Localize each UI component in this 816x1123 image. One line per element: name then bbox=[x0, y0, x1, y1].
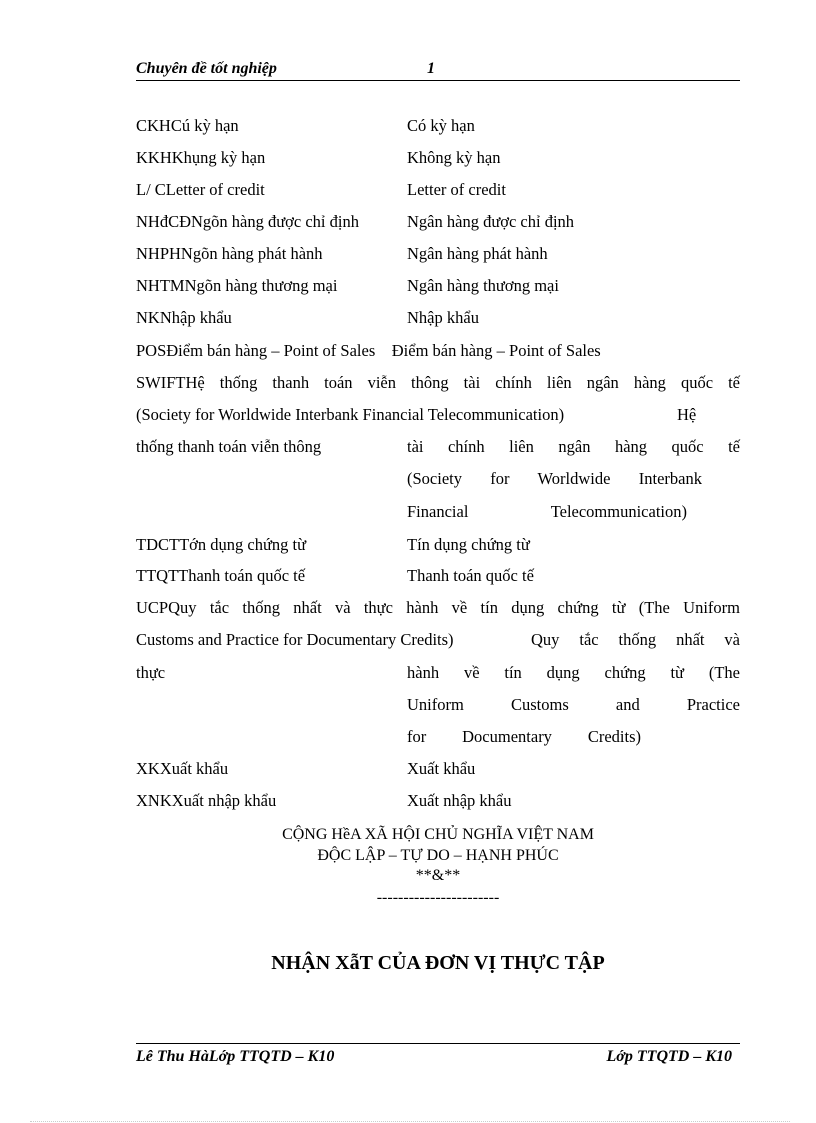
swift-line-1: SWIFTHệ thống thanh toán viễn thông tài chính liên ngân hàng quốc tế bbox=[136, 373, 740, 392]
abbr-meaning: Ngân hàng thương mại bbox=[407, 276, 559, 295]
abbr-meaning: Ngân hàng được chỉ định bbox=[407, 212, 575, 231]
abbr-term: XKXuất khẩu bbox=[136, 759, 229, 778]
footer-class: Lớp TTQTD – K10 bbox=[606, 1048, 732, 1065]
abbr-term: TDCTTớn dụng chứng từ bbox=[136, 535, 307, 554]
page-number: 1 bbox=[427, 60, 435, 77]
footer-author: Lê Thu HàLớp TTQTD – K10 bbox=[136, 1048, 335, 1065]
abbr-term: L/ CLetter of credit bbox=[136, 180, 265, 199]
abbr-meaning: Ngân hàng phát hành bbox=[407, 244, 548, 263]
ucp-line-5-right: for Documentary Credits) bbox=[407, 727, 641, 746]
pos-line: POSĐiểm bán hàng – Point of Sales Điểm bán hàng – Point of Sales bbox=[136, 341, 601, 360]
ucp-line-4-right: Uniform Customs and Practice bbox=[407, 695, 740, 714]
ucp-line-3-left: thực bbox=[136, 663, 166, 682]
abbr-term: KKHKhụng kỳ hạn bbox=[136, 148, 266, 167]
motto-line-2: ĐỘC LẬP – TỰ DO – HẠNH PHÚC bbox=[317, 847, 559, 864]
abbr-term: CKHCú kỳ hạn bbox=[136, 116, 239, 135]
page-edge-divider bbox=[30, 1121, 790, 1122]
abbr-meaning: Thanh toán quốc tế bbox=[407, 566, 534, 585]
ucp-line-2-tail: Quy tắc thống nhất và bbox=[531, 630, 740, 649]
abbr-term: NKNhập khẩu bbox=[136, 308, 232, 327]
swift-line-2-text: (Society for Worldwide Interbank Financial Telecommunication) bbox=[136, 405, 565, 424]
ucp-line-1: UCPQuy tắc thống nhất và thực hành về tín dụng chứng từ (The Uniform bbox=[136, 598, 740, 617]
ucp-line-2-text: Customs and Practice for Documentary Credits) bbox=[136, 630, 454, 649]
motto-line-1: CỘNG HềA XÃ HỘI CHỦ NGHĨA VIỆT NAM bbox=[282, 826, 594, 843]
abbr-meaning: Xuất khẩu bbox=[407, 759, 476, 778]
abbr-meaning: Nhập khẩu bbox=[407, 308, 479, 327]
abbr-meaning: Letter of credit bbox=[407, 180, 506, 199]
abbr-meaning: Tín dụng chứng từ bbox=[407, 535, 530, 554]
abbr-term: TTQTThanh toán quốc tế bbox=[136, 566, 306, 585]
page-footer bbox=[136, 1043, 740, 1065]
document-title: Chuyên đề tốt nghiệp bbox=[136, 60, 277, 77]
abbr-term: XNKXuất nhập khẩu bbox=[136, 791, 277, 810]
swift-line-3-right: tài chính liên ngân hàng quốc tế bbox=[407, 437, 740, 456]
abbr-meaning: Có kỳ hạn bbox=[407, 116, 475, 135]
swift-line-2-tail: Hệ bbox=[677, 405, 697, 424]
page-header bbox=[136, 58, 740, 81]
abbr-term: NHPHNgõn hàng phát hành bbox=[136, 244, 323, 263]
motto-divider: ----------------------- bbox=[376, 889, 500, 906]
abbr-meaning: Xuất nhập khẩu bbox=[407, 791, 512, 810]
abbr-term: NHđCĐNgõn hàng được chỉ định bbox=[136, 212, 359, 231]
motto-line-3: **&** bbox=[415, 867, 461, 884]
abbr-term: NHTMNgõn hàng thương mại bbox=[136, 276, 338, 295]
swift-line-4-right: (Society for Worldwide Interbank bbox=[407, 469, 702, 488]
swift-line-3-left: thống thanh toán viễn thông bbox=[136, 437, 322, 456]
section-title: NHẬN XẫT CỦA ĐƠN VỊ THỰC TẬP bbox=[271, 952, 605, 974]
swift-line-5-right: Financial Telecommunication) bbox=[407, 502, 687, 521]
abbr-meaning: Không kỳ hạn bbox=[407, 148, 501, 167]
ucp-line-3-right: hành về tín dụng chứng từ (The bbox=[407, 663, 740, 682]
